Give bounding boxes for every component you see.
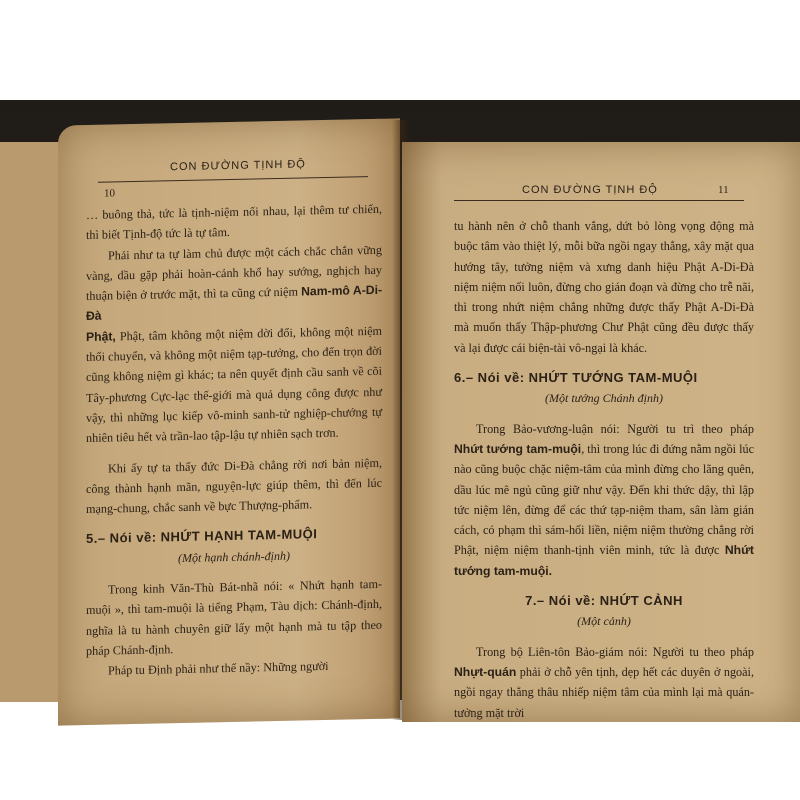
- section-7-bold-term: Nhựt-quán: [454, 664, 517, 679]
- left-paragraph-2-cont: Phật, tâm không một niệm dời đổi, không một niệm thối chuyển, và không một niệm tạp-tưởng, cho đến trọn đời cũng không niệm gì khác; ta nên quyết định cầu sanh về cõi Tây-phương Cực-lạc thế-giới mà quả dụng công được như vậy, thì những lục kiếp vô-minh sanh-tử nghiệp-chướng tự nhiên tiêu hết và trần-lao tập-lậu tự nhiên sạch trơn.: [86, 323, 382, 446]
- underlying-page: [0, 142, 60, 702]
- section-5-subtitle: (Một hạnh chánh-định): [178, 548, 290, 565]
- buddha-name-bold-tail: Phật,: [86, 329, 116, 344]
- left-page: [58, 118, 400, 725]
- section-5-paragraph-2: Pháp tu Định phải như thế nầy: Những người: [108, 659, 329, 678]
- left-paragraph-2-text: Phải như ta tự làm chủ được một cách chắc chắn vững vàng, dầu gặp phải hoàn-cảnh khổ hay sướng, nghịch hay thuận biện ở trước mặt, thì ta cũng cứ niệm: [86, 242, 382, 304]
- section-7-subtitle: (Một cảnh): [577, 614, 631, 629]
- book-photo: [0, 100, 800, 720]
- section-6-bold-term-2: Nhứt tướng tam-muội.: [454, 543, 754, 578]
- left-paragraph-2: [86, 239, 382, 448]
- section-6-bold-term: Nhứt tướng tam-muội: [454, 441, 582, 456]
- left-header-rule: [98, 176, 368, 183]
- buddha-name-bold: Nam-mô A-Di-Đà: [86, 282, 383, 324]
- left-page-number: 10: [104, 187, 115, 200]
- section-5-heading: 5.– Nói về: NHỨT HẠNH TAM-MUỘI: [86, 526, 318, 547]
- section-6-paragraph: [454, 419, 754, 581]
- right-page: [402, 142, 800, 722]
- right-page-number: 11: [718, 184, 729, 196]
- section-6-subtitle: (Một tướng Chánh định): [545, 391, 663, 406]
- section-6-heading: 6.– Nói về: NHỨT TƯỚNG TAM-MUỘI: [454, 370, 698, 386]
- right-running-head: CON ĐƯỜNG TỊNH ĐỘ: [522, 184, 658, 196]
- section-7-text-end: phải ở chỗ yên tịnh, dẹp hết các duyên ở ngoài, ngồi ngay thẳng thâu nhiếp niệm tâm của mình lại mà quán-tưởng mặt trời: [454, 664, 754, 720]
- left-body: [86, 199, 382, 682]
- right-body: [454, 216, 754, 723]
- section-7-paragraph: [454, 642, 754, 723]
- left-paragraph-3: Khi ấy tự ta thấy đức Di-Đà chẳng rời nơi bản niệm, công thành hạnh mãn, nguyện-lực giúp thêm, thì đến lúc mạng-chung, chắc sanh về bực Thượng-phẩm.: [86, 455, 382, 517]
- section-7-text-start: Trong bộ Liên-tôn Bảo-giám nói: Người tu theo pháp: [476, 644, 754, 659]
- section-5-paragraph-1: Trong kinh Văn-Thù Bát-nhã nói: « Nhứt hạnh tam-muội », thì tam-muội là tiếng Phạm, Tàu dịch: Chánh-định, nghĩa là tu hành chuyên giữ lấy một hạnh mà tu tập theo pháp Chánh-định.: [86, 576, 382, 658]
- right-header-rule: [454, 200, 744, 201]
- left-running-head: CON ĐƯỜNG TỊNH ĐỘ: [170, 158, 306, 174]
- right-paragraph-1: tu hành nên ở chỗ thanh vắng, dứt bỏ lòng vọng động mà buộc tâm vào thiệt lý, mỗi bữa ngồi ngay thẳng, xây mặt qua hướng tây, tưởng niệm và xưng danh hiệu Phật A-Di-Đà niệm niệm nối luôn, đừng cho gián đoạn và đừng cho trễ nãi, thì trong nhứt niệm chẳng những được thấy Phật A-Di-Đà mà muốn thấy Thập-phương Chư Phật cũng đều được thấy và lại được cái biện-tài vô-ngại là khác.: [454, 219, 754, 355]
- left-paragraph-1: … buông thả, tức là tịnh-niệm nối nhau, lại thêm tư chiến, thì biết Tịnh-độ tức là tự tâm.: [86, 201, 382, 243]
- section-7-heading: 7.– Nói về: NHỨT CẢNH: [525, 593, 683, 609]
- section-6-text-start: Trong Bảo-vương-luận nói: Người tu trì theo pháp: [476, 421, 754, 436]
- section-6-text-end: , thì trong lúc đi đứng nằm ngồi lúc nào cũng buộc chặc niệm-tâm của mình đừng cho lãng quên, dầu lúc mê ngủ cũng giữ như vậy. Đến khi thức dậy, thì lập tức niệm lên, đừng để các thứ tạp-niệm tham, sân làm gián cách, có phạm thì sám-hối liền, niệm niệm thường chẳng rời Phật, niệm niệm thanh-tịnh viên minh, tức là được: [454, 441, 754, 558]
